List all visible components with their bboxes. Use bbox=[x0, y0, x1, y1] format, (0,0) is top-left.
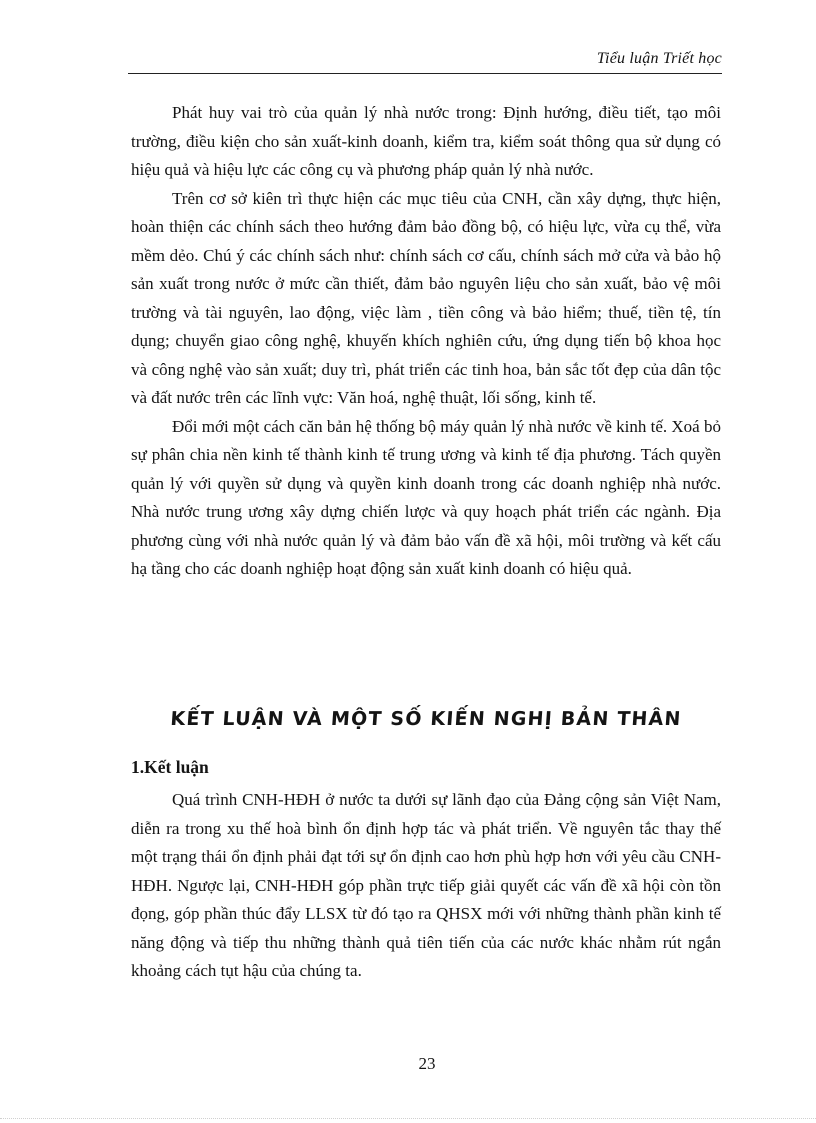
footer-divider bbox=[0, 1118, 816, 1119]
header-title: Tiểu luận Triết học bbox=[596, 50, 722, 67]
page-header bbox=[128, 48, 722, 78]
body-text-top bbox=[131, 99, 721, 584]
section-title: 1.Kết luận bbox=[131, 757, 209, 777]
chapter-heading: KẾT LUẬN VÀ MỘT SỐ KIẾN NGHỊ BẢN THÂN bbox=[169, 708, 683, 730]
header-divider bbox=[128, 73, 722, 74]
paragraph: Quá trình CNH-HĐH ở nước ta dưới sự lãnh đạo của Đảng cộng sản Việt Nam, diễn ra trong xu thế hoà bình ổn định hợp tác và phát triển. Về nguyên tắc thay thế một trạng thái ổn định phải đạt tới sự ổn định cao hơn phù hợp hơn với yêu cầu CNH-HĐH. Ngược lại, CNH-HĐH góp phần trực tiếp giải quyết các vấn đề xã hội còn tồn đọng, góp phần thúc đẩy LLSX từ đó tạo ra QHSX mới với những thành phần kinh tế năng động và tiếp thu những thành quả tiên tiến của các nước khác nhằm rút ngắn khoảng cách tụt hậu của chúng ta. bbox=[131, 790, 721, 980]
page-number: 23 bbox=[418, 1054, 436, 1073]
paragraph: Trên cơ sở kiên trì thực hiện các mục tiêu của CNH, cần xây dựng, thực hiện, hoàn thiện các chính sách theo hướng đảm bảo đồng bộ, có hiệu lực, vừa cụ thể, vừa mềm dẻo. Chú ý các chính sách như: chính sách cơ cấu, chính sách mở cửa và bảo hộ sản xuất trong nước ở mức cần thiết, đảm bảo nguyên liệu cho sản xuất, bảo vệ môi trường và tài nguyên, lao động, việc làm , tiền công và bảo hiểm; thuế, tiền tệ, tín dụng; chuyển giao công nghệ, khuyến khích nghiên cứu, ứng dụng tiến bộ khoa học và công nghệ vào sản xuất; duy trì, phát triển các tinh hoa, bản sắc tốt đẹp của dân tộc và đất nước trên các lĩnh vực: Văn hoá, nghệ thuật, lối sống, kinh tế. bbox=[131, 188, 721, 407]
paragraph: Đổi mới một cách căn bản hệ thống bộ máy quản lý nhà nước về kinh tế. Xoá bỏ sự phân chia nền kinh tế thành kinh tế trung ương và kinh tế địa phương. Tách quyền quản lý với quyền sử dụng và quyền kinh doanh trong các doanh nghiệp nhà nước. Nhà nước trung ương xây dựng chiến lược và quy hoạch phát triển các ngành. Địa phương cùng với nhà nước quản lý và đảm bảo vấn đề xã hội, môi trường và kết cấu hạ tầng cho các doanh nghiệp hoạt động sản xuất kinh doanh có hiệu quả. bbox=[131, 416, 721, 578]
paragraph: Phát huy vai trò của quản lý nhà nước trong: Định hướng, điều tiết, tạo môi trường, điều kiện cho sản xuất-kinh doanh, kiểm tra, kiểm soát thông qua sử dụng có hiệu quả và hiệu lực các công cụ và phương pháp quản lý nhà nước. bbox=[131, 103, 721, 179]
body-text-conclusion bbox=[131, 786, 721, 986]
